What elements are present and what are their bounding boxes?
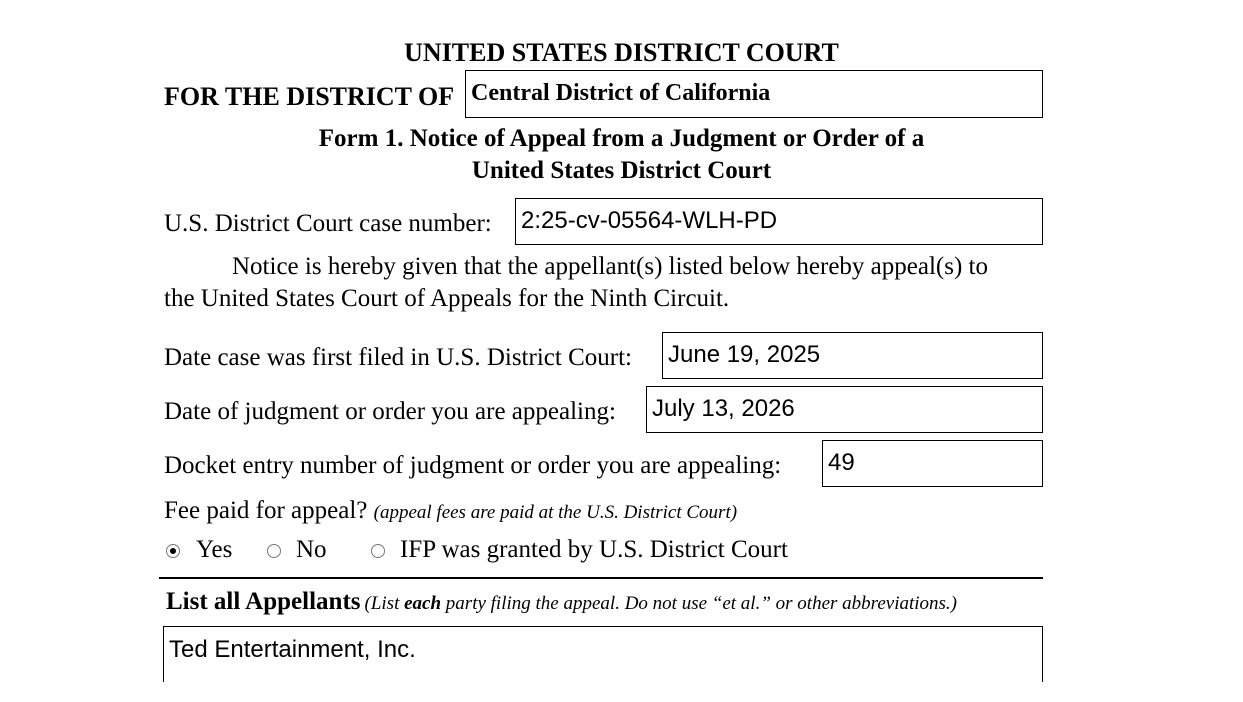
form-title-line1: Form 1. Notice of Appeal from a Judgment or Order of a bbox=[318, 125, 925, 152]
district-field[interactable]: Central District of California bbox=[465, 70, 1043, 118]
date-filed-label: Date case was first filed in U.S. District Court: bbox=[164, 344, 632, 371]
date-judgment-label: Date of judgment or order you are appealing: bbox=[164, 398, 616, 425]
notice-line1: Notice is hereby given that the appellant(s) listed below hereby appeal(s) to bbox=[232, 253, 988, 280]
district-label: FOR THE DISTRICT OF bbox=[164, 82, 455, 111]
fee-radio-group bbox=[164, 536, 844, 566]
date-judgment-field[interactable]: July 13, 2026 bbox=[646, 386, 1043, 433]
fee-option-ifp-label: IFP was granted by U.S. District Court bbox=[400, 536, 788, 563]
radio-ifp-icon[interactable] bbox=[371, 544, 385, 558]
date-filed-field[interactable]: June 19, 2025 bbox=[662, 332, 1043, 379]
fee-option-yes-label: Yes bbox=[196, 536, 233, 563]
radio-selected-dot bbox=[170, 548, 176, 554]
notice-line2: the United States Court of Appeals for the Ninth Circuit. bbox=[164, 285, 730, 312]
appellants-heading: List all Appellants bbox=[166, 588, 361, 615]
appellants-note: (List each party filing the appeal. Do not use “et al.” or other abbreviations.) bbox=[364, 593, 958, 614]
fee-option-no-label: No bbox=[296, 536, 327, 563]
docket-entry-label: Docket entry number of judgment or order you are appealing: bbox=[164, 452, 782, 479]
radio-yes-icon[interactable] bbox=[166, 544, 180, 558]
court-title: UNITED STATES DISTRICT COURT bbox=[404, 38, 839, 67]
radio-no-icon[interactable] bbox=[267, 544, 281, 558]
form-title-line2: United States District Court bbox=[471, 157, 772, 184]
section-divider bbox=[159, 577, 1043, 579]
case-number-label: U.S. District Court case number: bbox=[164, 210, 492, 237]
docket-entry-field[interactable]: 49 bbox=[822, 440, 1043, 487]
fee-label: Fee paid for appeal? bbox=[164, 497, 368, 524]
fee-note: (appeal fees are paid at the U.S. District Court) bbox=[373, 502, 738, 523]
case-number-field[interactable]: 2:25-cv-05564-WLH-PD bbox=[515, 198, 1043, 245]
appellants-field[interactable]: Ted Entertainment, Inc. bbox=[163, 626, 1043, 682]
